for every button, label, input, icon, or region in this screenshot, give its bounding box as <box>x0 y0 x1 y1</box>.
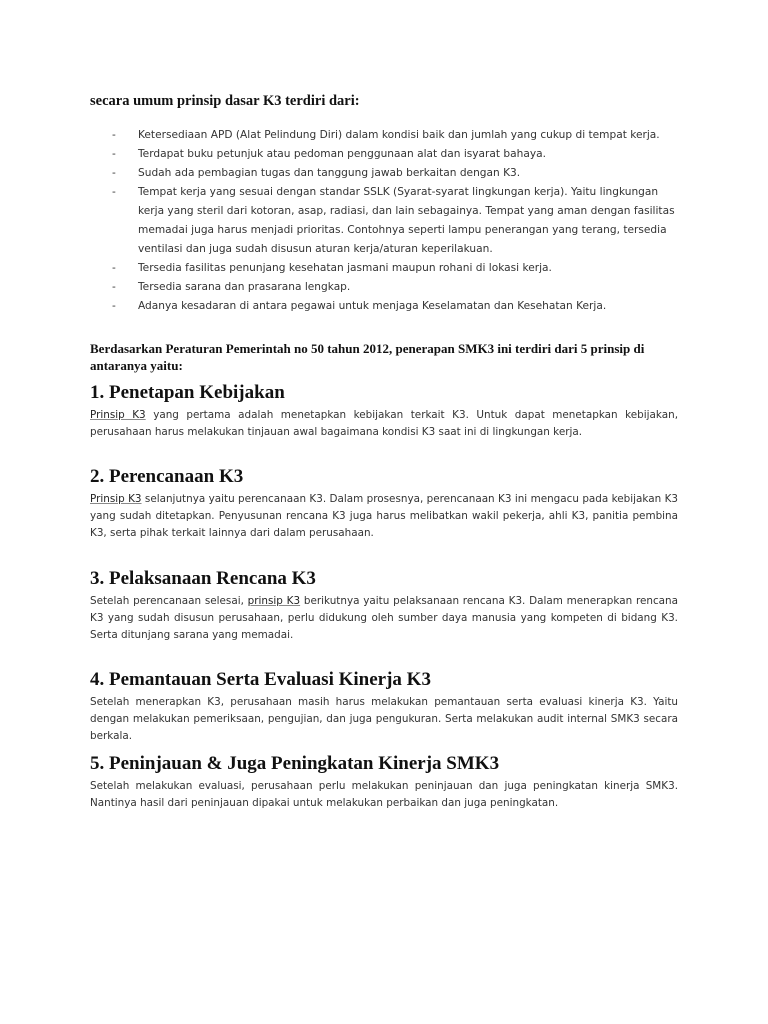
bullet-dash: - <box>112 186 116 198</box>
section-body: Setelah melakukan evaluasi, perusahaan perlu melakukan peninjauan dan juga peningkatan kinerja SMK3. Nantinya hasil dari peninjauan dipakai untuk melakukan perbaikan dan juga peningkatan. <box>90 780 678 809</box>
section-heading: 4. Pemantauan Serta Evaluasi Kinerja K3 <box>90 669 431 690</box>
section-heading: 2. Perencanaan K3 <box>90 466 244 487</box>
bullet-dash: - <box>112 167 116 179</box>
list-item-text: Tersedia sarana dan prasarana lengkap. <box>138 281 351 293</box>
regulation-intro: Berdasarkan Peraturan Pemerintah no 50 tahun 2012, penerapan SMK3 ini terdiri dari 5 prinsip di antaranya yaitu: <box>90 341 645 373</box>
list-item-text: Terdapat buku petunjuk atau pedoman penggunaan alat dan isyarat bahaya. <box>138 148 546 160</box>
bullet-dash: - <box>112 262 116 274</box>
bullet-dash: - <box>112 281 116 293</box>
prinsip-k3-link[interactable]: Prinsip K3 <box>90 493 142 505</box>
list-item <box>90 164 678 183</box>
section-body: Setelah perencanaan selesai, prinsip K3 berikutnya yaitu pelaksanaan rencana K3. Dalam menerapkan rencana K3 yang sudah disusun perusahaan, perlu didukung oleh sumber daya manusia yang kompeten di bidang K3. Serta ditunjang sarana yang memadai. <box>90 595 678 641</box>
section-perencanaan-k3 <box>90 466 678 542</box>
list-item <box>90 145 678 164</box>
list-item <box>90 297 678 316</box>
section-peninjauan-peningkatan <box>90 753 678 812</box>
section-heading: 1. Penetapan Kebijakan <box>90 382 285 403</box>
list-item-text: Adanya kesadaran di antara pegawai untuk menjaga Keselamatan dan Kesehatan Kerja. <box>138 300 607 312</box>
prinsip-k3-link[interactable]: Prinsip K3 <box>90 409 146 421</box>
prinsip-k3-link[interactable]: prinsip K3 <box>247 595 301 607</box>
list-item <box>90 259 678 278</box>
section-pelaksanaan-rencana <box>90 568 678 644</box>
list-item <box>90 183 678 259</box>
bullet-dash: - <box>112 129 116 141</box>
section-heading: 5. Peninjauan & Juga Peningkatan Kinerja SMK3 <box>90 753 500 774</box>
list-item <box>90 126 678 145</box>
section-body: Prinsip K3 selanjutnya yaitu perencanaan K3. Dalam prosesnya, perencanaan K3 ini mengacu pada kebijakan K3 yang sudah ditetapkan. Penyusunan rencana K3 juga harus melibatkan wakil pekerja, ahli K3, panitia pembina K3, serta pihak terkait lainnya dari dalam perusahaan. <box>90 493 678 539</box>
list-item-text: Tersedia fasilitas penunjang kesehatan jasmani maupun rohani di lokasi kerja. <box>138 262 552 274</box>
section-heading: 3. Pelaksanaan Rencana K3 <box>90 568 316 589</box>
section-body: Prinsip K3 yang pertama adalah menetapkan kebijakan terkait K3. Untuk dapat menetapkan kebijakan, perusahaan harus melakukan tinjauan awal bagaimana kondisi K3 saat ini di lingkungan kerja. <box>90 409 678 438</box>
section-pemantauan-evaluasi <box>90 669 678 745</box>
principles-list <box>90 126 678 316</box>
list-item <box>90 278 678 297</box>
intro-heading: secara umum prinsip dasar K3 terdiri dari: <box>90 93 360 109</box>
list-item-text: Tempat kerja yang sesuai dengan standar SSLK (Syarat-syarat lingkungan kerja). Yaitu lingkungan kerja yang steril dari kotoran, asap, radiasi, dan lain sebagainya. Tempat yang aman dengan fasilitas memadai juga harus menjadi prioritas. Contohnya seperti lampu penerangan yang terang, tersedia ventilasi dan juga sudah disusun aturan kerja/aturan keperilakuan. <box>138 186 675 255</box>
list-item-text: Ketersediaan APD (Alat Pelindung Diri) dalam kondisi baik dan jumlah yang cukup di tempat kerja. <box>138 129 660 141</box>
bullet-dash: - <box>112 148 116 160</box>
section-penetapan-kebijakan <box>90 382 678 441</box>
bullet-dash: - <box>112 300 116 312</box>
section-body: Setelah menerapkan K3, perusahaan masih harus melakukan pemantauan serta evaluasi kinerja K3. Yaitu dengan melakukan pemeriksaan, pengujian, dan juga pengukuran. Serta melakukan audit internal SMK3 secara berkala. <box>90 696 678 742</box>
list-item-text: Sudah ada pembagian tugas dan tanggung jawab berkaitan dengan K3. <box>138 167 521 179</box>
